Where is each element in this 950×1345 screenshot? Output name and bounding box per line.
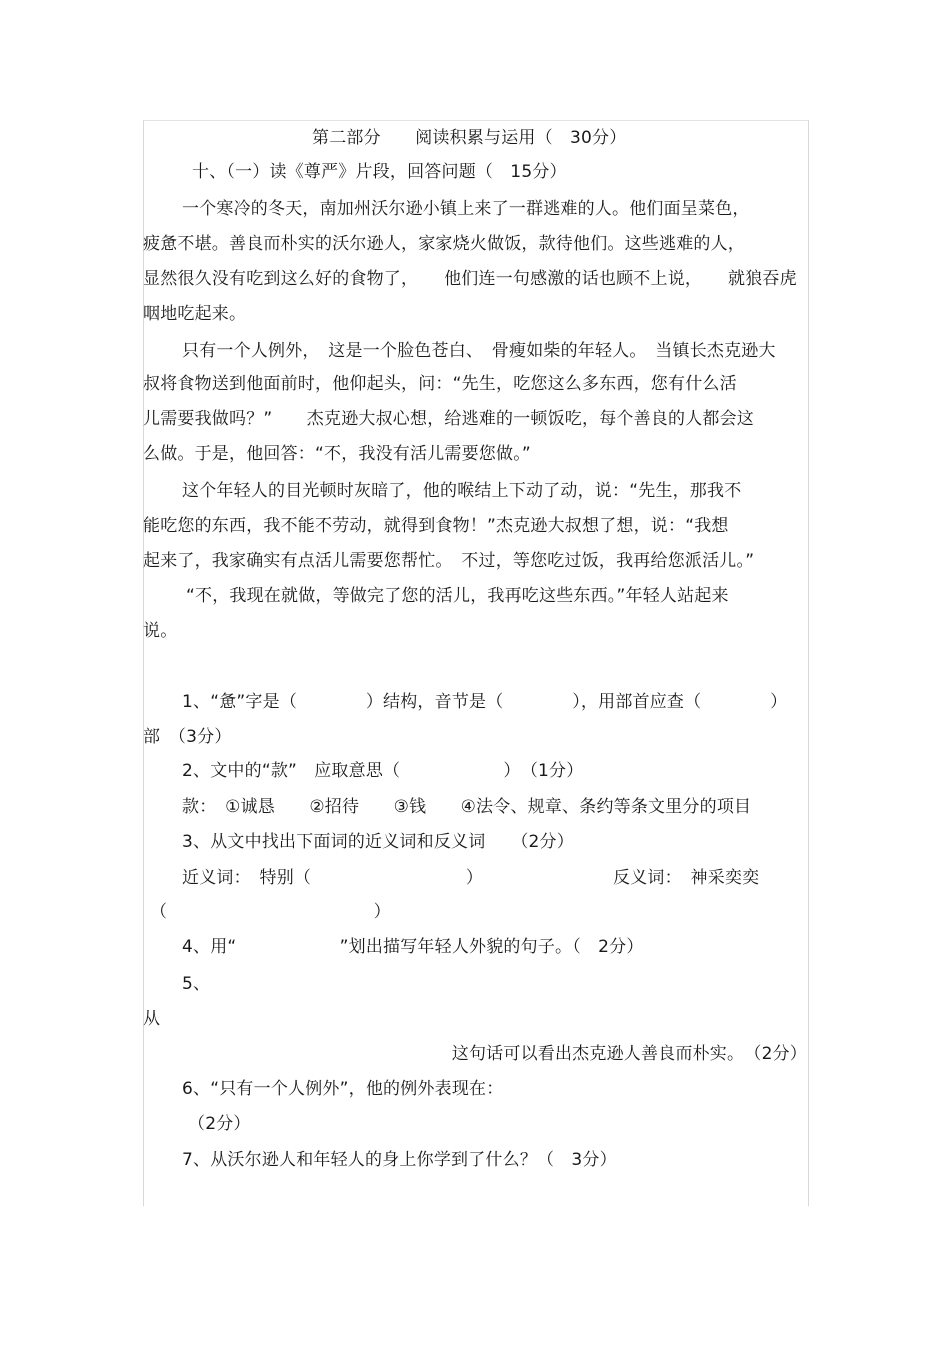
question-3: 3、从文中找出下面词的近义词和反义词 （2分）: [182, 832, 574, 852]
question-1: 1、“惫”字是（ ）结构，音节是（ ），用部首应查（ ）: [182, 692, 788, 712]
question-3-blank: （ ）: [150, 902, 391, 922]
question-1-cont: 部 （3分）: [143, 727, 232, 747]
passage-line: 一个寒冷的冬天，南加州沃尔逊小镇上来了一群逃难的人。他们面呈菜色，: [182, 199, 750, 219]
passage-line: 这个年轻人的目光顿时灰暗了，他的喉结上下动了动，说：“先生，那我不: [182, 481, 742, 501]
question-2: 2、文中的“款” 应取意思（ ） （1分）: [182, 761, 584, 781]
question-3-synonym: 近义词： 特别（ ）: [182, 868, 484, 888]
question-5-cont: 从: [143, 1009, 161, 1029]
question-4: 4、用“ ”划出描写年轻人外貌的句子。（ 2分）: [182, 937, 644, 957]
question-6-points: （2分）: [188, 1114, 251, 1134]
passage-line: 疲惫不堪。善良而朴实的沃尔逊人，家家烧火做饭，款待他们。这些逃难的人，: [143, 234, 745, 254]
passage-line: 只有一个人例外， 这是一个脸色苍白、 骨瘦如柴的年轻人。 当镇长杰克逊大: [182, 341, 776, 361]
question-7: 7、从沃尔逊人和年轻人的身上你学到了什么？（ 3分）: [182, 1150, 617, 1170]
question-6: 6、“只有一个人例外”，他的例外表现在：: [182, 1079, 504, 1099]
question-heading: 十、（一）读《尊严》片段，回答问题（ 15分）: [192, 162, 567, 182]
question-2-options: 款： ①诚恳 ②招待 ③钱 ④法令、规章、条约等条文里分的项目: [182, 797, 752, 817]
passage-line: 咽地吃起来。: [143, 304, 247, 324]
question-5-end: 这句话可以看出杰克逊人善良而朴实。 （2分）: [451, 1044, 807, 1064]
question-3-antonym: 反义词： 神采奕奕: [613, 868, 760, 888]
passage-line: 叔将食物送到他面前时，他仰起头，问：“先生，吃您这么多东西，您有什么活: [143, 374, 737, 394]
section-title: 第二部分 阅读积累与运用（ 30分）: [312, 128, 627, 148]
passage-line: 能吃您的东西，我不能不劳动，就得到食物！”杰克逊大叔想了想，说：“我想: [143, 516, 729, 536]
passage-line: 说。: [143, 621, 178, 641]
passage-line: 起来了，我家确实有点活儿需要您帮忙。 不过，等您吃过饭，我再给您派活儿。”: [143, 551, 755, 571]
passage-line: 显然很久没有吃到这么好的食物了， 他们连一句感激的话也顾不上说， 就狼吞虎: [143, 269, 797, 289]
passage-line: “不，我现在就做，等做完了您的活儿，我再吃这些东西。”年轻人站起来: [186, 586, 729, 606]
question-5: 5、: [182, 974, 211, 994]
passage-line: 儿需要我做吗？” 杰克逊大叔心想，给逃难的一顿饭吃，每个善良的人都会这: [143, 409, 755, 429]
passage-line: 么做。于是，他回答：“不，我没有活儿需要您做。”: [143, 444, 531, 464]
